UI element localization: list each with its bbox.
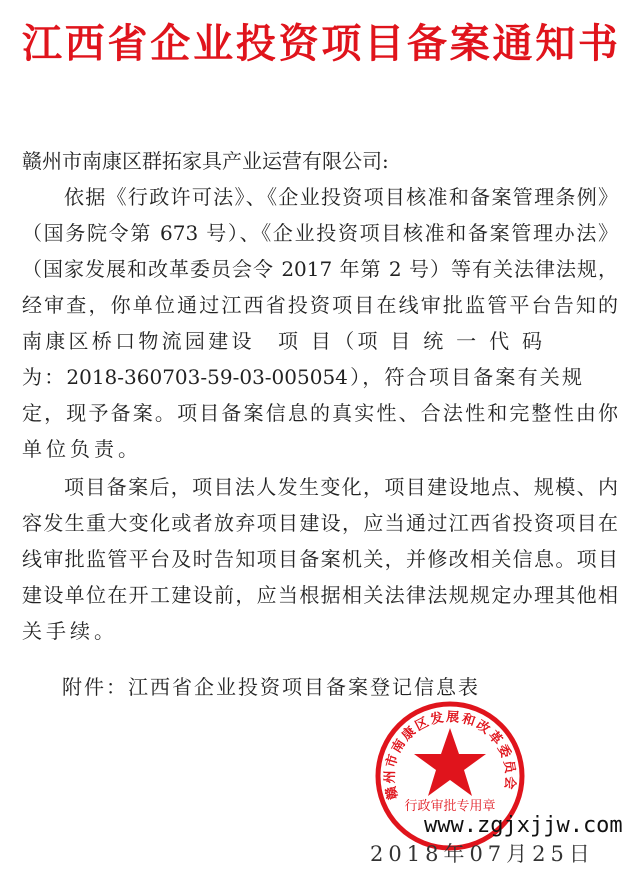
paragraph-line: 建设单位在开工建设前，应当根据相关法律法规规定办理其他相 xyxy=(22,583,618,607)
attachment-note: 附件：江西省企业投资项目备案登记信息表 xyxy=(62,675,480,699)
document-title: 江西省企业投资项目备案通知书 xyxy=(22,20,618,67)
seal-org-text: 赣州市南康区发展和改革委员会 xyxy=(382,709,518,801)
paragraph-line: 经审查，你单位通过江西省投资项目在线审批监管平台告知的 xyxy=(22,293,618,317)
star-icon xyxy=(414,728,486,796)
paragraph-line: 南康区桥口物流园建设 项 目（项 目 统 一 代 码 xyxy=(22,329,542,353)
paragraph-line: 线审批监管平台及时告知项目备案机关，并修改相关信息。项目 xyxy=(22,547,618,571)
paragraph-line: 容发生重大变化或者放弃项目建设，应当通过江西省投资项目在 xyxy=(22,511,618,535)
paragraph-line: （国家发展和改革委员会令 2017 年第 2 号）等有关法律法规， xyxy=(22,257,618,281)
watermark: www.zgjxjjw.com xyxy=(424,813,623,838)
paragraph-line: 单位负责。 xyxy=(22,437,142,461)
seal-purpose-text: 行政审批专用章 xyxy=(404,799,496,814)
paragraph-line: 为：2018-360703-59-03-005054），符合项目备案有关规 xyxy=(22,365,582,389)
paragraph-line: 依据《行政许可法》、《企业投资项目核准和备案管理条例》 xyxy=(64,185,618,209)
paragraph-line: 项目备案后，项目法人发生变化，项目建设地点、规模、内 xyxy=(64,475,618,499)
paragraph-line: 定，现予备案。项目备案信息的真实性、合法性和完整性由你 xyxy=(22,401,618,425)
paragraph-line: 关手续。 xyxy=(22,619,118,643)
salutation: 赣州市南康区群拓家具产业运营有限公司: xyxy=(22,149,389,173)
document-body xyxy=(22,143,618,649)
paragraph-line: （国务院令第 673 号）、《企业投资项目核准和备案管理办法》 xyxy=(22,221,618,245)
issue-date: 2018年07月25日 xyxy=(370,842,595,866)
